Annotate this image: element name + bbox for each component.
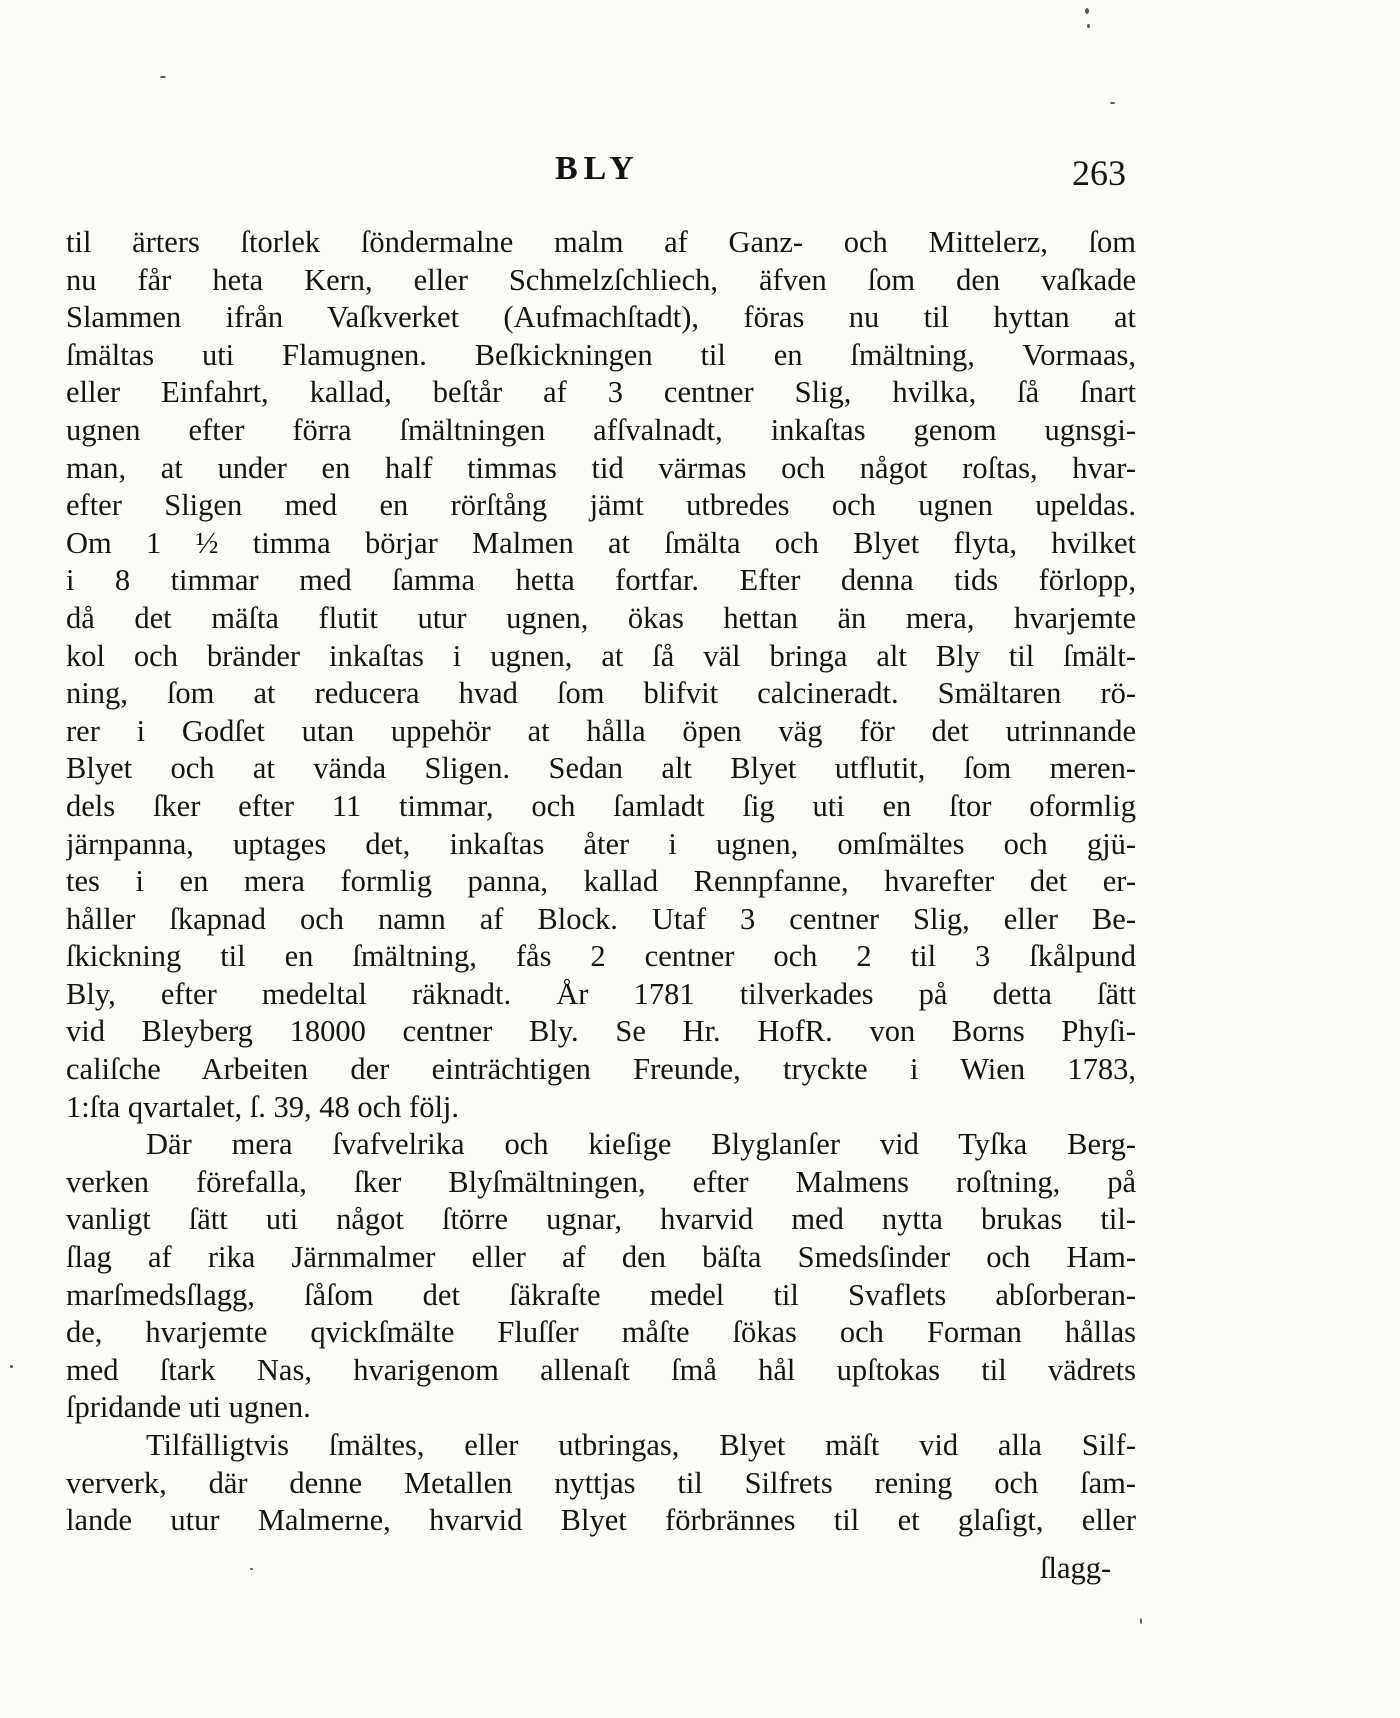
page-number: 263: [1072, 153, 1126, 193]
print-speck: [10, 1365, 13, 1368]
print-speck: [160, 76, 166, 78]
text-line: rer i Godſet utan uppehör at hålla öpen väg för det utrinnande: [66, 713, 1136, 748]
text-line: nu får heta Kern, eller Schmelzſchliech, äfven ſom den vaſkade: [66, 262, 1136, 297]
text-line: vanligt ſätt uti något ſtörre ugnar, hvarvid med nytta brukas til-: [66, 1202, 1136, 1237]
text-line: vid Bleyberg 18000 centner Bly. Se Hr. HofR. von Borns Phyſi-: [66, 1014, 1136, 1049]
text-line: Slammen ifrån Vaſkverket (Aufmachſtadt), föras nu til hyttan at: [66, 300, 1136, 335]
paragraph-first-line: Tilfälligtvis ſmältes, eller utbringas, Blyet mäſt vid alla Silf-: [146, 1428, 1136, 1462]
text-line: håller ſkapnad och namn af Block. Utaf 3 centner Slig, eller Be-: [66, 901, 1136, 936]
text-line: 1:ſta qvartalet, ſ. 39, 48 och följ.: [66, 1089, 460, 1124]
text-line: de, hvarjemte qvickſmälte Fluſſer måſte ſökas och Forman hållas: [66, 1315, 1136, 1350]
text-line: tes i en mera formlig panna, kallad Rennpfanne, hvarefter det er-: [66, 864, 1136, 899]
text-line: då det mäſta flutit utur ugnen, ökas hettan än mera, hvarjemte: [66, 600, 1136, 635]
text-line: järnpanna, uptages det, inkaſtas åter i ugnen, omſmältes och gjü-: [66, 826, 1136, 861]
text-line: ugnen efter förra ſmältningen afſvalnadt, inkaſtas genom ugnsgi-: [66, 412, 1136, 447]
text-line: man, at under en half timmas tid värmas och något roſtas, hvar-: [66, 450, 1136, 485]
text-line: eller Einfahrt, kallad, beſtår af 3 centner Slig, hvilka, ſå ſnart: [66, 375, 1136, 410]
body-text: [66, 224, 1136, 1540]
text-line: kol och bränder inkaſtas i ugnen, at ſå väl bringa alt Bly til ſmält-: [66, 638, 1136, 673]
text-line: verken förefalla, ſker Blyſmältningen, efter Malmens roſtning, på: [66, 1164, 1136, 1199]
print-speck: [1087, 24, 1090, 28]
text-line: med ſtark Nas, hvarigenom allenaſt ſmå hål upſtokas til vädrets: [66, 1352, 1136, 1387]
text-line: Bly, efter medeltal räknadt. År 1781 tilverkades på detta ſätt: [66, 976, 1136, 1011]
text-line: caliſche Arbeiten der einträchtigen Freunde, tryckte i Wien 1783,: [66, 1052, 1136, 1087]
text-line: ſkickning til en ſmältning, fås 2 centner och 2 til 3 ſkålpund: [66, 939, 1136, 974]
catchword: ſlagg-: [1040, 1551, 1112, 1585]
text-line: lande utur Malmerne, hvarvid Blyet förbrännes til et glaſigt, eller: [66, 1503, 1136, 1538]
text-line: ſpridande uti ugnen.: [66, 1390, 311, 1425]
text-line: til ärters ſtorlek ſöndermalne malm af Ganz- och Mittelerz, ſom: [66, 225, 1136, 259]
print-speck: [250, 1568, 253, 1570]
text-line: Om 1 ½ timma börjar Malmen at ſmälta och Blyet flyta, hvilket: [66, 525, 1136, 560]
text-line: ning, ſom at reducera hvad ſom blifvit calcineradt. Smältaren rö-: [66, 676, 1136, 711]
print-speck: [1110, 102, 1115, 104]
print-speck: [1085, 8, 1089, 14]
text-line: ſlag af rika Järnmalmer eller af den bäſta Smedsſinder och Ham-: [66, 1240, 1136, 1275]
running-title: BLY: [555, 150, 640, 187]
text-line: Blyet och at vända Sligen. Sedan alt Blyet utflutit, ſom meren-: [66, 751, 1136, 786]
text-line: ſmältas uti Flamugnen. Beſkickningen til en ſmältning, Vormaas,: [66, 337, 1136, 372]
paragraph-first-line: Där mera ſvafvelrika och kieſige Blyglanſer vid Tyſka Berg-: [146, 1127, 1136, 1162]
text-line: dels ſker efter 11 timmar, och ſamladt ſig uti en ſtor oformlig: [66, 788, 1136, 823]
text-line: efter Sligen med en rörſtång jämt utbredes och ugnen upeldas.: [66, 488, 1136, 523]
text-line: ververk, där denne Metallen nyttjas til Silfrets rening och ſam-: [66, 1465, 1136, 1500]
page-header: [0, 150, 1400, 210]
text-line: i 8 timmar med ſamma hetta fortfar. Efter denna tids förlopp,: [66, 563, 1136, 598]
print-speck: [1140, 1618, 1142, 1624]
text-line: marſmedsſlagg, ſåſom det ſäkraſte medel til Svaflets abſorberan-: [66, 1277, 1136, 1312]
